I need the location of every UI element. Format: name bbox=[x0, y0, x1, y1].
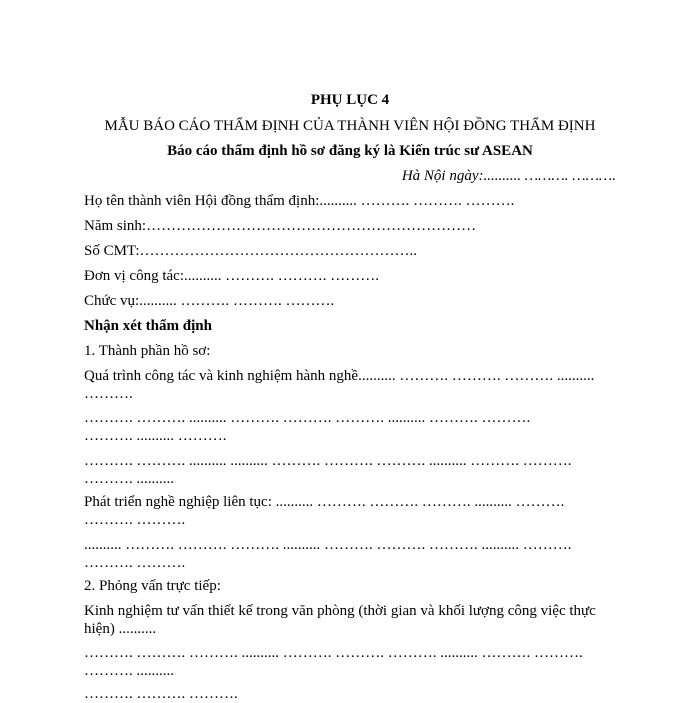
review-heading: Nhận xét thẩm định bbox=[84, 318, 212, 334]
dotted-line: ………. .......... bbox=[84, 663, 174, 679]
work-experience-line-cont: ………. bbox=[84, 386, 133, 402]
dotted-line: ………. .......... bbox=[84, 471, 174, 487]
dotted-line: ………. ………. ………. .......... ………. ………. ………. .......... ………. ………. bbox=[84, 645, 583, 661]
form-title: MẪU BÁO CÁO THẨM ĐỊNH CỦA THÀNH VIÊN HỘI ĐỒNG THẨM ĐỊNH bbox=[104, 118, 596, 134]
work-experience-line: Quá trình công tác và kinh nghiệm hành nghề.......... ………. ………. ………. .......... bbox=[84, 368, 595, 384]
dotted-line: ………. ………. .......... .......... ………. ………. ………. .......... ………. ………. bbox=[84, 453, 572, 469]
organization-field: Đơn vị công tác:.......... ………. ………. ………. bbox=[84, 268, 379, 284]
dotted-line: ………. ………. bbox=[84, 555, 186, 571]
dotted-line: ………. ………. .......... ………. ………. ………. .......... ………. ………. bbox=[84, 410, 531, 426]
section-1-heading: 1. Thành phần hồ sơ: bbox=[84, 343, 211, 359]
interview-line: Kinh nghiệm tư vấn thiết kế trong văn phòng (thời gian và khối lượng công việc thực bbox=[84, 603, 596, 619]
interview-line-cont: hiện) .......... bbox=[84, 621, 157, 637]
form-subtitle: Báo cáo thẩm định hồ sơ đăng ký là Kiến trúc sư ASEAN bbox=[167, 143, 533, 159]
position-field: Chức vụ:.......... ………. ………. ………. bbox=[84, 293, 335, 309]
cpd-line: Phát triển nghề nghiệp liên tục: .......... ………. ………. ………. .......... ………. bbox=[84, 494, 565, 510]
id-card-field: Số CMT:……………………………………………….. bbox=[84, 243, 418, 259]
section-2-heading: 2. Phỏng vấn trực tiếp: bbox=[84, 578, 221, 594]
birth-year-field: Năm sinh:………………………………………………………… bbox=[84, 218, 477, 234]
dotted-line: .......... ………. ………. ………. .......... ………. ………. ………. .......... ………. bbox=[84, 537, 572, 553]
cpd-line-cont: ………. ………. bbox=[84, 512, 186, 528]
appendix-title: PHỤ LỤC 4 bbox=[310, 92, 390, 108]
dotted-line: ………. ………. ………. bbox=[84, 686, 238, 702]
member-name-field: Họ tên thành viên Hội đồng thẩm định:.......... ………. ………. ………. bbox=[84, 193, 515, 209]
dotted-line: ………. .......... ………. bbox=[84, 428, 227, 444]
date-line: Hà Nội ngày:.......... ………. ………. bbox=[401, 168, 616, 184]
